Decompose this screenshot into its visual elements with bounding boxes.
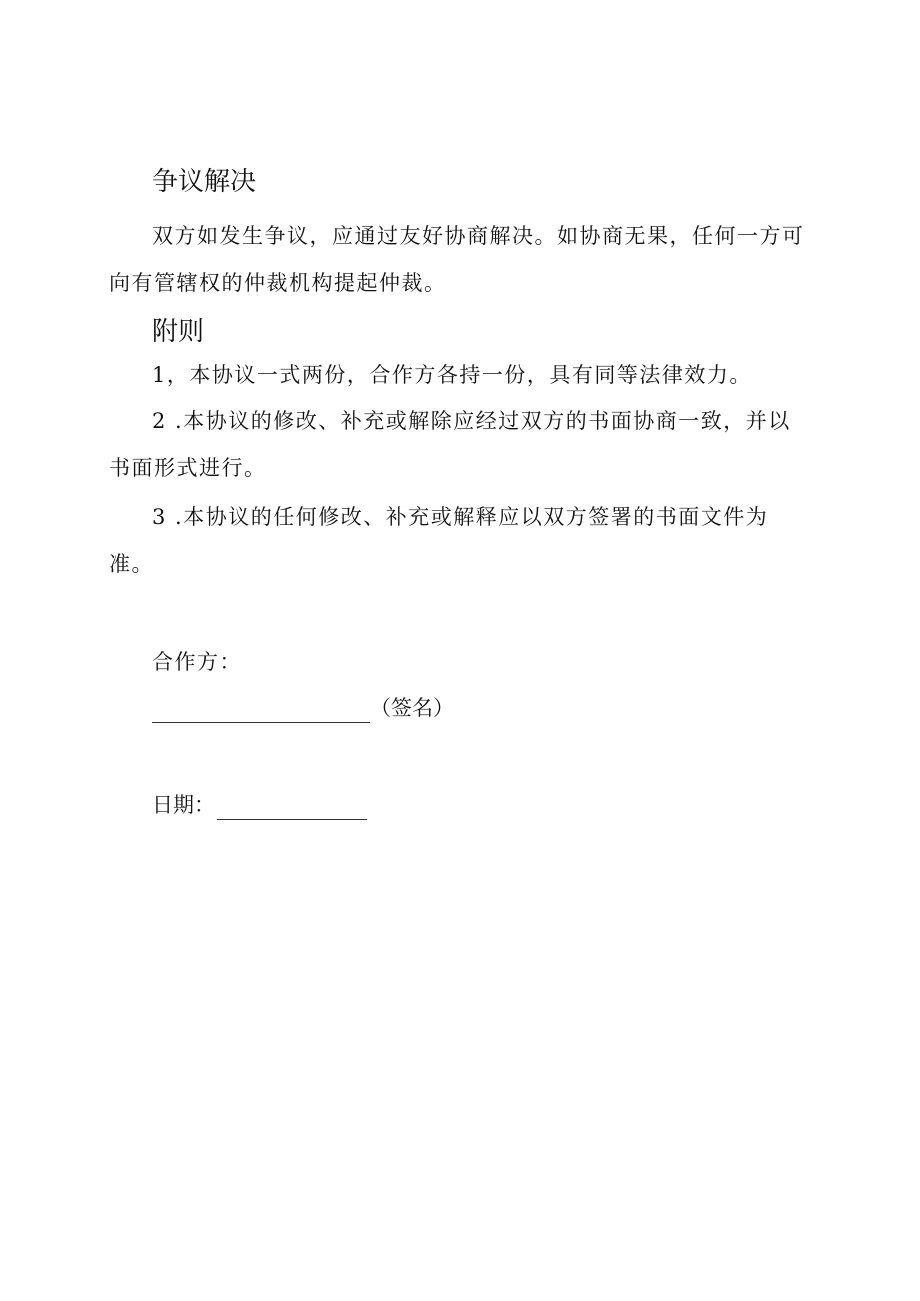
date-label: 日期：	[152, 793, 215, 817]
section-heading-dispute: 争议解决	[152, 167, 257, 197]
signature-label: （签名）	[370, 696, 454, 720]
supplementary-item-3: 3 .本协议的任何修改、补充或解释应以双方签署的书面文件为准。	[109, 505, 769, 576]
supplementary-item-2: 2 .本协议的修改、补充或解除应经过双方的书面协商一致，并以书面形式进行。	[109, 409, 791, 480]
section-heading-supplementary: 附则	[152, 317, 205, 347]
signature-blank-line[interactable]	[152, 700, 370, 723]
party-label: 合作方：	[152, 650, 242, 674]
date-blank-line[interactable]	[217, 797, 367, 820]
dispute-paragraph: 双方如发生争议，应通过友好协商解决。如协商无果，任何一方可向有管辖权的仲裁机构提起仲裁。	[109, 224, 805, 295]
supplementary-item-1: 1，本协议一式两份，合作方各持一份，具有同等法律效力。	[152, 363, 752, 387]
signature-row	[152, 693, 454, 723]
date-row	[152, 790, 367, 820]
